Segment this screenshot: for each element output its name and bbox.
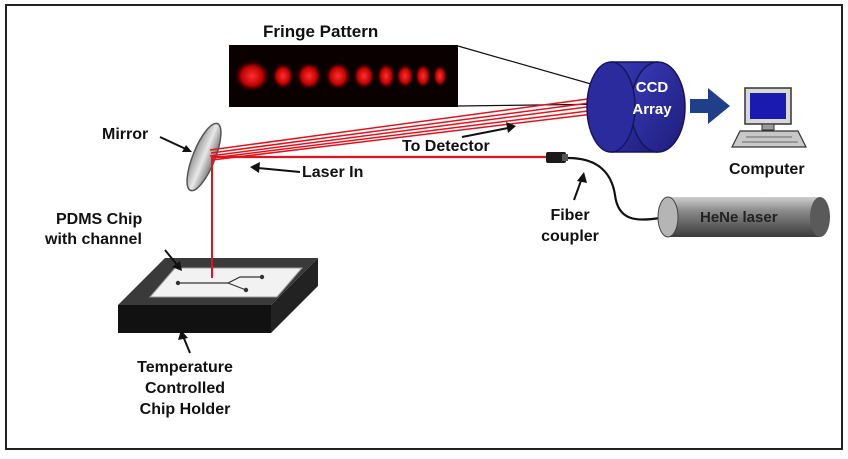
hene-laser-label: HeNe laser: [700, 209, 778, 226]
fiber-coupler-label-line1: Fiber: [550, 207, 590, 224]
ccd-label-line1: CCD: [635, 79, 669, 96]
holder-label-line2: Controlled: [145, 380, 225, 397]
laser-in-arrowhead-icon: [250, 162, 260, 173]
laser-beams: [210, 96, 612, 278]
computer-label: Computer: [729, 161, 805, 178]
fiber-coupler-arrowhead-icon: [577, 172, 587, 183]
mirror-label: Mirror: [102, 126, 149, 143]
arrow-to-computer-icon: [690, 88, 730, 124]
to-detector-label: To Detector: [402, 138, 490, 155]
ccd-label-line2: Array: [632, 101, 672, 118]
fringe-pattern-label: Fringe Pattern: [263, 22, 379, 41]
pdms-label-line2: with channel: [45, 231, 142, 248]
fringe-pattern-image: [229, 45, 458, 107]
zoom-line-top: [458, 46, 612, 90]
laser-in-arrow: [258, 168, 300, 172]
holder-label-line3: Chip Holder: [139, 401, 231, 418]
mirror-pointer: [160, 137, 188, 150]
fiber-coupler-label-line2: coupler: [541, 228, 599, 245]
laser-in-label: Laser In: [302, 164, 364, 181]
pdms-chip: [150, 268, 302, 297]
holder-label-line1: Temperature: [137, 359, 233, 376]
pdms-label-line1: PDMS Chip: [56, 211, 143, 228]
computer-icon: [732, 88, 806, 147]
